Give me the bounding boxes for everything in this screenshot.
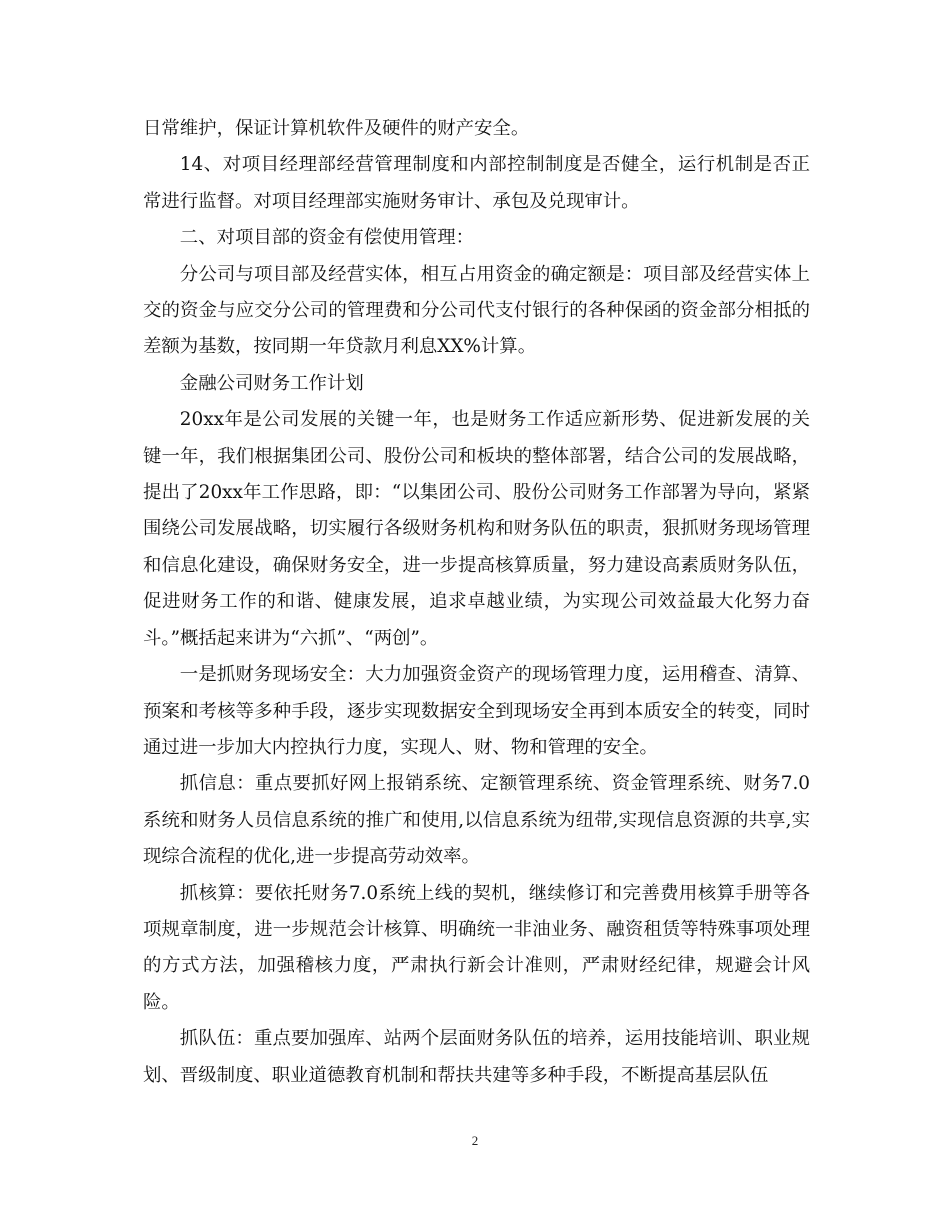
paragraph-item-14: 14、对项目经理部经营管理制度和内部控制制度是否健全，运行机制是否正常进行监督。对项目经理部实施财务审计、承包及兑现审计。 [143,154,810,212]
paragraph-accounting: 抓核算：要依托财务7.0系统上线的契机，继续修订和完善费用核算手册等各项规章制度，进一步规范会计核算、明确统一非油业务、融资租赁等特殊事项处理的方式方法，加强稽核力度，严肃执行新会计准则，严肃财经纪律，规避会计风险。 [143,882,810,1013]
paragraph-site-safety: 一是抓财务现场安全：大力加强资金资产的现场管理力度，运用稽查、清算、预案和考核等多种手段，逐步实现数据安全到现场安全再到本质安全的转变，同时通过进一步加大内控执行力度，实现人、财、物和管理的安全。 [143,664,810,758]
section-heading-2: 二、对项目部的资金有偿使用管理： [179,227,475,249]
paragraph-information: 抓信息：重点要抓好网上报销系统、定额管理系统、资金管理系统、财务7.0系统和财务人员信息系统的推广和使用,以信息系统为纽带,实现信息资源的共享,实现综合流程的优化,进一步提高劳动效率。 [143,773,810,868]
document-body [143,111,810,1094]
page-number: 2 [471,1133,479,1148]
paragraph-continuation: 日常维护，保证计算机软件及硬件的财产安全。 [143,118,530,139]
paragraph-team: 抓队伍：重点要加强库、站两个层面财务队伍的培养，运用技能培训、职业规划、晋级制度、职业道德教育机制和帮扶共建等多种手段，不断提高基层队伍 [143,1028,810,1086]
paragraph-fund-usage: 分公司与项目部及经营实体，相互占用资金的确定额是：项目部及经营实体上交的资金与应交分公司的管理费和分公司代支付银行的各种保函的资金部分相抵的差额为基数，按同期一年贷款月利息XX%计算。 [143,263,810,358]
paragraph-work-plan: 20xx年是公司发展的关键一年，也是财务工作适应新形势、促进新发展的关键一年，我们根据集团公司、股份公司和板块的整体部署，结合公司的发展战略，提出了20xx年工作思路，即：“以集团公司、股份公司财务工作部署为导向，紧紧围绕公司发展战略，切实履行各级财务机构和财务队伍的职责，狠抓财务现场管理和信息化建设，确保财务安全，进一步提高核算质量，努力建设高素质财务队伍，促进财务工作的和谐、健康发展，追求卓越业绩，为实现公司效益最大化努力奋斗。”概括起来讲为“六抓”、“两创”。 [143,409,810,649]
document-subtitle: 金融公司财务工作计划 [179,372,364,394]
